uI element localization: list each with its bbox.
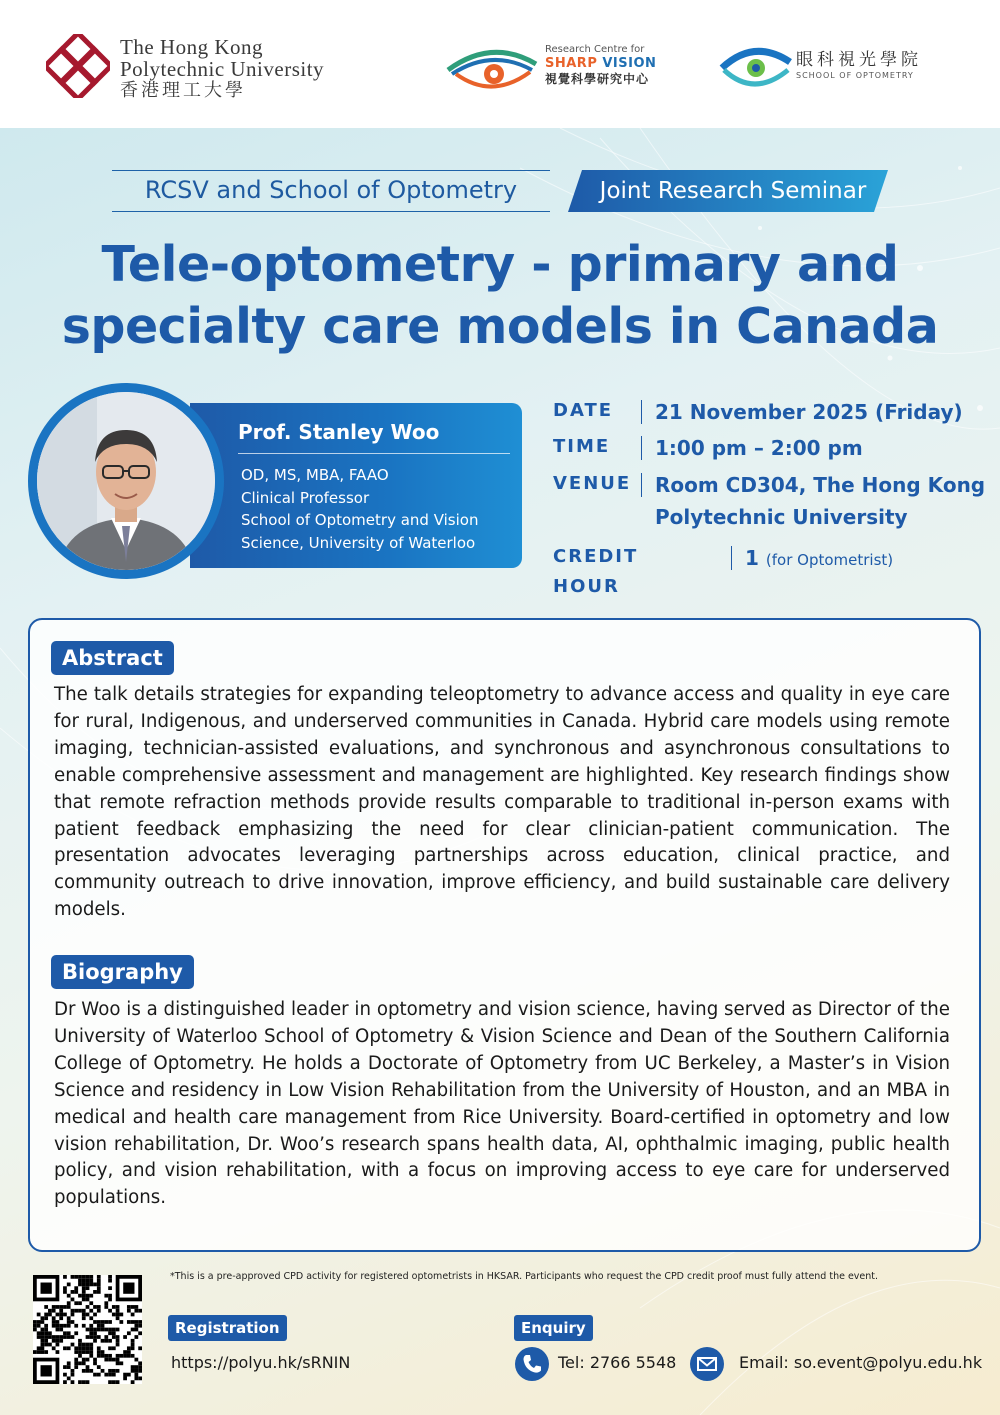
polyu-name-line1: The Hong Kong — [120, 35, 263, 59]
registration-qr-code[interactable] — [33, 1275, 142, 1384]
seminar-label: Joint Research Seminar — [599, 178, 867, 204]
rcsv-name-line2 — [545, 56, 656, 72]
rcsv-logo — [444, 40, 684, 100]
organizer-text: RCSV and School of Optometry — [144, 176, 518, 204]
time-value: 1:00 pm – 2:00 pm — [655, 436, 863, 460]
school-name-english: SCHOOL OF OPTOMETRY — [796, 71, 914, 80]
credential-line: Clinical Professor — [241, 488, 370, 507]
polyu-name-line2: Polytechnic University — [120, 57, 325, 81]
speaker-portrait — [37, 392, 215, 570]
speaker-divider — [238, 453, 510, 454]
title-line1: Tele-optometry - primary and — [101, 236, 899, 293]
title-line2: specialty care models in Canada — [61, 298, 939, 355]
date-label: DATE — [553, 400, 614, 421]
credit-value: 1 — [745, 546, 759, 570]
speaker-name: Prof. Stanley Woo — [238, 420, 440, 444]
speaker-credentials — [241, 464, 516, 554]
credential-line: Science, University of Waterloo — [241, 533, 476, 552]
polyu-name-chinese: 香港理工大學 — [120, 80, 246, 101]
biography-text: Dr Woo is a distinguished leader in optometry and vision science, having served as Director of the University of Waterloo School of Optometry & Vision Science and Dean of the Southern California College of Optometry. He holds a Doctorate of Optometry from UC Berkeley, a Master’s in Vision Science and residency in Low Vision Rehabilitation from the University of Houston, and an MBA in medical and health care management from Rice University. Board-certified in optometry and low vision rehabilitation, Dr. Woo’s research spans health data, AI, ophthalmic imaging, public health policy, and vision rehabilitation, with a focus on improving access to eye care for underserved populations. — [54, 999, 950, 1209]
credential-line: School of Optometry and Vision — [241, 511, 479, 529]
school-eye-icon — [718, 40, 792, 94]
time-label: TIME — [553, 436, 611, 457]
venue-label: VENUE — [553, 473, 632, 494]
venue-value-line1: Room CD304, The Hong Kong — [655, 473, 986, 497]
date-value: 21 November 2025 (Friday) — [655, 400, 963, 424]
phone-icon — [515, 1347, 549, 1381]
credit-note: (for Optometrist) — [765, 551, 894, 569]
rcsv-name-chinese: 視覺科學研究中心 — [545, 72, 650, 86]
school-name-chinese: 眼科視光學院 — [796, 50, 922, 70]
rcsv-sharp: SHARP — [545, 56, 598, 71]
date-separator — [641, 400, 642, 424]
biography-heading: Biography — [51, 955, 194, 989]
credit-value-wrap — [745, 542, 893, 576]
rcsv-vision: VISION — [597, 56, 657, 71]
header-bar — [0, 0, 1000, 128]
credit-label: CREDIT HOUR — [553, 546, 639, 597]
venue-separator — [641, 473, 642, 497]
eye-logo-icon — [444, 44, 540, 96]
speaker-photo — [37, 392, 215, 570]
polyu-emblem-icon — [46, 34, 110, 98]
rcsv-name-line1: Research Centre for — [545, 44, 645, 55]
qr-code-pattern — [33, 1275, 142, 1384]
venue-value-line2: Polytechnic University — [655, 505, 908, 529]
registration-label: Registration — [168, 1315, 287, 1341]
email-text[interactable]: Email: so.event@polyu.edu.hk — [739, 1353, 983, 1372]
registration-link[interactable]: https://polyu.hk/sRNIN — [171, 1353, 351, 1372]
credential-line: OD, MS, MBA, FAAO — [241, 466, 389, 484]
school-logo — [718, 40, 968, 96]
abstract-heading: Abstract — [51, 641, 174, 675]
tel-text[interactable]: Tel: 2766 5548 — [558, 1353, 677, 1372]
seminar-badge — [568, 170, 888, 212]
time-separator — [641, 436, 642, 460]
abstract-text: The talk details strategies for expanding teleoptometry to advance access and quality in eye care for rural, Indigenous, and underserved communities in Canada. Hybrid care models using remote imaging, technician-assisted evaluations, and synchronous and asynchronous consultations to enable comprehensive assessment and management are highlighted. Key research findings show that remote refraction methods provide results comparable to traditional in-person exams with patient feedback emphasizing the need for clear clinician-patient communication. The presentation advocates leveraging partnerships across education, clinical practice, and community outreach to drive innovation, improve efficiency, and build sustainable care delivery models. — [54, 684, 950, 921]
envelope-icon — [690, 1347, 724, 1381]
polyu-logo — [46, 34, 406, 104]
organizer-tagline — [112, 170, 550, 212]
credit-separator — [731, 546, 732, 570]
enquiry-label: Enquiry — [514, 1315, 593, 1341]
cpd-note: *This is a pre-approved CPD activity for registered optometrists in HKSAR. Participants who request the CPD credit proof must fully attend the event. — [170, 1271, 879, 1282]
seminar-title — [40, 234, 960, 358]
